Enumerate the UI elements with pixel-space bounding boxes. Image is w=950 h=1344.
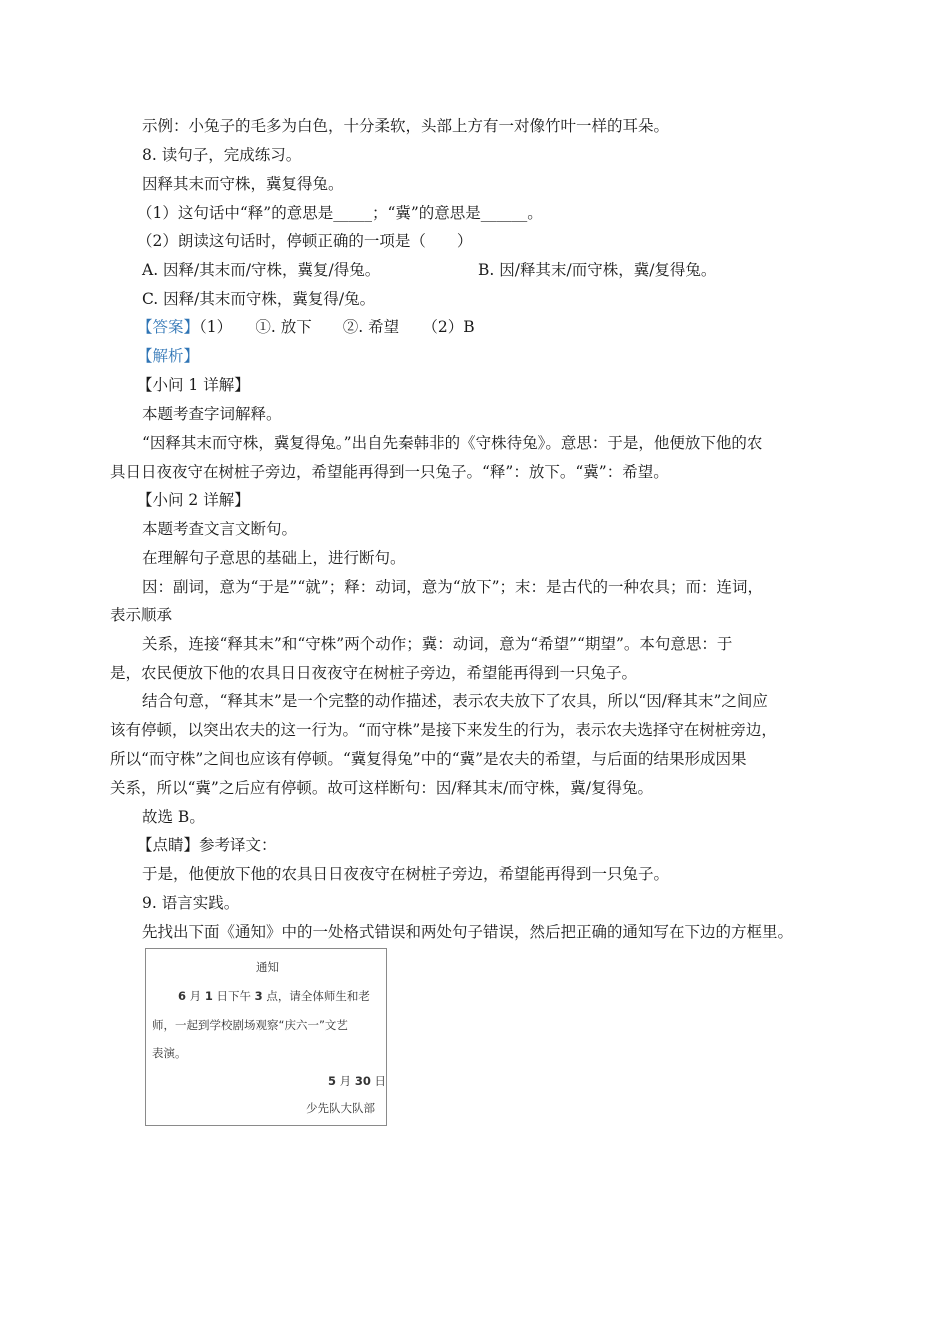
notice-body-line-3: 表演。 (152, 1046, 187, 1060)
analysis-paragraph: 所以“而守株”之间也应该有停顿。“冀复得兔”中的“冀”是农夫的希望，与后面的结果形成因果 (110, 750, 747, 768)
analysis-paragraph: 本题考查字词解释。 (142, 405, 282, 423)
sub-question-2: （2）朗读这句话时，停顿正确的一项是（ ） (137, 232, 473, 250)
classical-sentence: 因释其末而守株，冀复得兔。 (142, 175, 344, 193)
notice-title: 通知 (256, 960, 279, 974)
notice-signature: 少先队大队部 (306, 1101, 375, 1115)
question-9-instruction: 先找出下面《通知》中的一处格式错误和两处句子错误，然后把正确的通知写在下边的方框里。 (142, 923, 794, 941)
notice-text: 月 (186, 989, 205, 1003)
analysis-paragraph: 该有停顿，以突出农夫的这一行为。“而守株”是接下来发生的行为，表示农夫选择守在树桩旁边， (110, 721, 777, 739)
notice-text: 日 (370, 1074, 386, 1088)
notice-text: 月 (336, 1074, 355, 1088)
dianjing-heading: 【点睛】参考译文： (137, 836, 277, 854)
question-8-heading: 8. 读句子，完成练习。 (142, 146, 302, 164)
option-c: C. 因释/其末而守株，冀复得/兔。 (142, 290, 376, 308)
analysis-paragraph: “因释其末而守株，冀复得兔。”出自先秦韩非的《守株待兔》。意思：于是，他便放下他的农 (142, 434, 763, 452)
answer-choice-line: 故选 B。 (142, 808, 205, 826)
notice-date-month: 5 (328, 1074, 337, 1088)
sub-question-1: （1）这句话中“释”的意思是_____；“冀”的意思是______。 (137, 204, 543, 222)
analysis-paragraph: 具日日夜夜守在树桩子旁边，希望能再得到一只兔子。“释”：放下。“冀”：希望。 (110, 463, 669, 481)
notice-box (145, 948, 387, 1126)
sub-analysis-1-heading: 【小问 1 详解】 (137, 376, 250, 394)
answer-tag: 【答案】 (137, 318, 200, 336)
option-b: B. 因/释其末/而守株，冀/复得兔。 (478, 261, 717, 279)
analysis-paragraph: 关系，连接“释其末”和“守株”两个动作；冀：动词，意为“希望”“期望”。本句意思：于 (142, 635, 733, 653)
analysis-paragraph: 因：副词，意为“于是”“就”；释：动词，意为“放下”；末：是古代的一种农具；而：连词， (142, 578, 764, 596)
example-line: 示例：小兔子的毛多为白色，十分柔软，头部上方有一对像竹叶一样的耳朵。 (142, 117, 670, 135)
sub-analysis-2-heading: 【小问 2 详解】 (137, 491, 250, 509)
analysis-tag: 【解析】 (137, 347, 200, 365)
answer-text: （1） ①. 放下 ②. 希望 （2）B (199, 318, 475, 336)
analysis-paragraph: 结合句意，“释其末”是一个完整的动作描述，表示农夫放下了农具，所以“因/释其末”之间应 (142, 692, 768, 710)
notice-date-day: 30 (354, 1074, 371, 1088)
answer-line (137, 316, 475, 338)
analysis-paragraph: 关系，所以“冀”之后应有停顿。故可这样断句：因/释其末/而守株，冀/复得兔。 (110, 779, 654, 797)
notice-hour: 3 (254, 989, 263, 1003)
analysis-paragraph: 本题考查文言文断句。 (142, 520, 298, 538)
notice-month: 6 (178, 989, 187, 1003)
analysis-paragraph: 在理解句子意思的基础上，进行断句。 (142, 549, 406, 567)
notice-day: 1 (204, 989, 213, 1003)
notice-body-line-1 (178, 988, 370, 1004)
analysis-paragraph: 表示顺承 (110, 606, 173, 624)
option-a: A. 因释/其末而/守株，冀复/得兔。 (142, 261, 381, 279)
analysis-paragraph: 是，农民便放下他的农具日日夜夜守在树桩子旁边，希望能再得到一只兔子。 (110, 664, 638, 682)
notice-text: 日下午 (212, 989, 255, 1003)
translation-line: 于是，他便放下他的农具日日夜夜守在树桩子旁边，希望能再得到一只兔子。 (142, 865, 670, 883)
question-9-heading: 9. 语言实践。 (142, 894, 240, 912)
notice-date (328, 1073, 386, 1089)
notice-body-line-2: 师，一起到学校剧场观察“庆六一”文艺 (152, 1018, 348, 1032)
notice-text: 点，请全体师生和老 (262, 989, 370, 1003)
